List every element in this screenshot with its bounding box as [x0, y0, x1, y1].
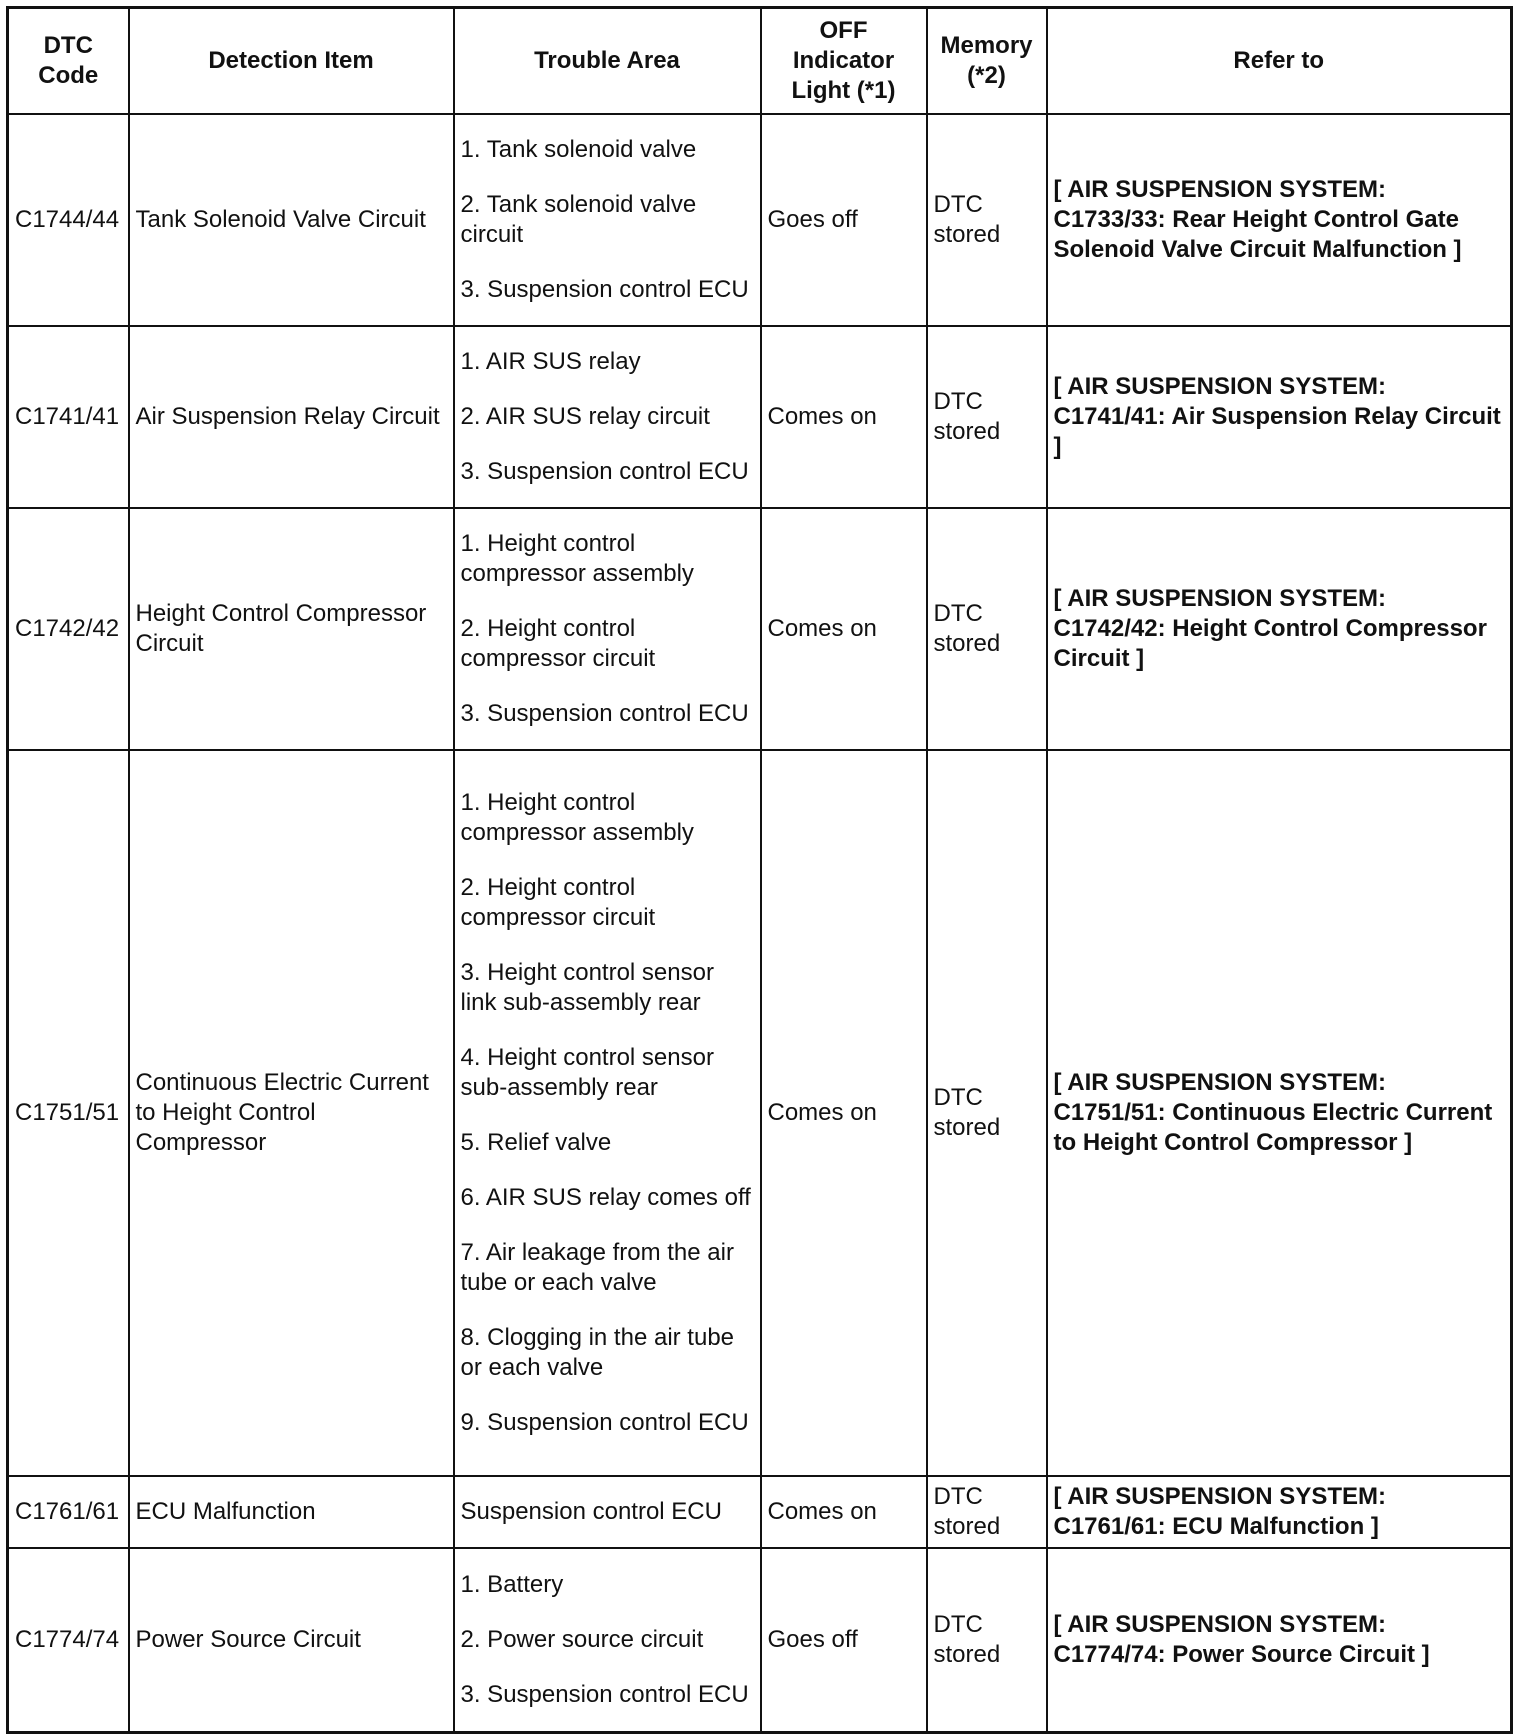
- dtc-code-cell: C1742/42: [8, 508, 129, 750]
- dtc-code-cell: C1744/44: [8, 114, 129, 326]
- dtc-code-cell: C1761/61: [8, 1476, 129, 1548]
- trouble-area-cell: [454, 1476, 761, 1548]
- trouble-area-item: 1. Height control compressor assembly: [460, 789, 694, 846]
- memory-line-dtc: DTC: [933, 1483, 983, 1510]
- memory-line-stored: stored: [933, 221, 1001, 248]
- memory-line-stored: stored: [933, 630, 1001, 657]
- detection-item-cell: Height Control Compressor Circuit: [129, 508, 454, 750]
- trouble-area-cell: [454, 508, 761, 750]
- memory-line-stored: stored: [933, 1513, 1001, 1540]
- dtc-code-cell: C1774/74: [8, 1548, 129, 1732]
- header-trouble-area: Trouble Area: [454, 8, 761, 115]
- trouble-area-item: 8. Clogging in the air tube or each valve: [460, 1324, 735, 1381]
- memory-cell: [927, 326, 1047, 508]
- detection-item-cell: Air Suspension Relay Circuit: [129, 326, 454, 508]
- memory-line-stored: stored: [933, 1114, 1001, 1141]
- trouble-area-item: 3. Height control sensor link sub-assembly rear: [460, 959, 714, 1016]
- table-row: [8, 508, 1512, 750]
- refer-to-cell: [ AIR SUSPENSION SYSTEM: C1742/42: Height Control Compressor Circuit ]: [1047, 508, 1512, 750]
- trouble-area-item: 5. Relief valve: [460, 1129, 612, 1156]
- memory-cell: [927, 1476, 1047, 1548]
- header-memory: Memory (*2): [927, 8, 1047, 115]
- memory-line-stored: stored: [933, 418, 1001, 445]
- table-row: [8, 1476, 1512, 1548]
- trouble-area-cell: [454, 750, 761, 1476]
- memory-line-dtc: DTC: [933, 191, 983, 218]
- table-row: [8, 1548, 1512, 1732]
- trouble-area-list: [461, 1570, 754, 1710]
- memory-cell: [927, 114, 1047, 326]
- header-off-indicator-light: OFF Indicator Light (*1): [761, 8, 927, 115]
- trouble-area-list: [461, 135, 754, 305]
- trouble-area-item: 1. Tank solenoid valve: [460, 136, 697, 163]
- trouble-area-item: 9. Suspension control ECU: [460, 1409, 749, 1436]
- refer-to-cell: [ AIR SUSPENSION SYSTEM: C1741/41: Air Suspension Relay Circuit ]: [1047, 326, 1512, 508]
- detection-item-cell: Continuous Electric Current to Height Control Compressor: [129, 750, 454, 1476]
- dtc-code-cell: C1751/51: [8, 750, 129, 1476]
- table-row: [8, 114, 1512, 326]
- dtc-table: [6, 6, 1513, 1734]
- off-indicator-cell: Comes on: [761, 750, 927, 1476]
- trouble-area-cell: [454, 114, 761, 326]
- trouble-area-item: Suspension control ECU: [460, 1498, 722, 1525]
- trouble-area-item: 3. Suspension control ECU: [460, 1680, 749, 1708]
- trouble-area-item: 3. Suspension control ECU: [460, 458, 749, 485]
- detection-item-cell: ECU Malfunction: [129, 1476, 454, 1548]
- header-refer-to: Refer to: [1047, 8, 1512, 115]
- memory-line-dtc: DTC: [933, 600, 983, 627]
- memory-cell: [927, 1548, 1047, 1732]
- refer-to-cell: [ AIR SUSPENSION SYSTEM: C1774/74: Power Source Circuit ]: [1047, 1548, 1512, 1732]
- trouble-area-item: 1. AIR SUS relay: [460, 348, 641, 375]
- memory-line-dtc: DTC: [933, 1084, 983, 1111]
- table-row: [8, 326, 1512, 508]
- trouble-area-item: 2. Power source circuit: [460, 1625, 704, 1653]
- trouble-area-item: 7. Air leakage from the air tube or each valve: [460, 1239, 734, 1296]
- trouble-area-item: 2. Height control compressor circuit: [460, 874, 656, 931]
- off-indicator-cell: Goes off: [761, 1548, 927, 1732]
- trouble-area-item: 3. Suspension control ECU: [460, 276, 749, 303]
- memory-cell: [927, 508, 1047, 750]
- trouble-area-list: [461, 1497, 754, 1527]
- memory-cell: [927, 750, 1047, 1476]
- trouble-area-cell: [454, 1548, 761, 1732]
- trouble-area-list: [461, 529, 754, 729]
- refer-to-cell: [ AIR SUSPENSION SYSTEM: C1761/61: ECU Malfunction ]: [1047, 1476, 1512, 1548]
- off-indicator-cell: Comes on: [761, 1476, 927, 1548]
- off-indicator-cell: Comes on: [761, 326, 927, 508]
- memory-line-stored: stored: [933, 1640, 1001, 1668]
- off-indicator-cell: Comes on: [761, 508, 927, 750]
- detection-item-cell: Power Source Circuit: [129, 1548, 454, 1732]
- trouble-area-cell: [454, 326, 761, 508]
- table-row: [8, 750, 1512, 1476]
- memory-line-dtc: DTC: [933, 388, 983, 415]
- refer-to-cell: [ AIR SUSPENSION SYSTEM: C1733/33: Rear Height Control Gate Solenoid Valve Circuit Malfunction ]: [1047, 114, 1512, 326]
- trouble-area-item: 6. AIR SUS relay comes off: [460, 1184, 751, 1211]
- table-body: [8, 114, 1512, 1732]
- memory-line-dtc: DTC: [933, 1610, 983, 1638]
- trouble-area-item: 1. Battery: [460, 1570, 564, 1598]
- trouble-area-item: 2. Height control compressor circuit: [460, 615, 656, 672]
- trouble-area-item: 2. AIR SUS relay circuit: [460, 403, 710, 430]
- dtc-code-cell: C1741/41: [8, 326, 129, 508]
- header-dtc-code: DTC Code: [8, 8, 129, 115]
- header-row: [8, 8, 1512, 115]
- trouble-area-item: 3. Suspension control ECU: [460, 700, 749, 727]
- header-detection-item: Detection Item: [129, 8, 454, 115]
- trouble-area-list: [461, 788, 754, 1438]
- refer-to-cell: [ AIR SUSPENSION SYSTEM: C1751/51: Continuous Electric Current to Height Control Compressor ]: [1047, 750, 1512, 1476]
- trouble-area-item: 4. Height control sensor sub-assembly rear: [460, 1044, 714, 1101]
- detection-item-cell: Tank Solenoid Valve Circuit: [129, 114, 454, 326]
- trouble-area-item: 1. Height control compressor assembly: [460, 530, 694, 587]
- trouble-area-list: [461, 347, 754, 487]
- off-indicator-cell: Goes off: [761, 114, 927, 326]
- trouble-area-item: 2. Tank solenoid valve circuit: [460, 191, 697, 248]
